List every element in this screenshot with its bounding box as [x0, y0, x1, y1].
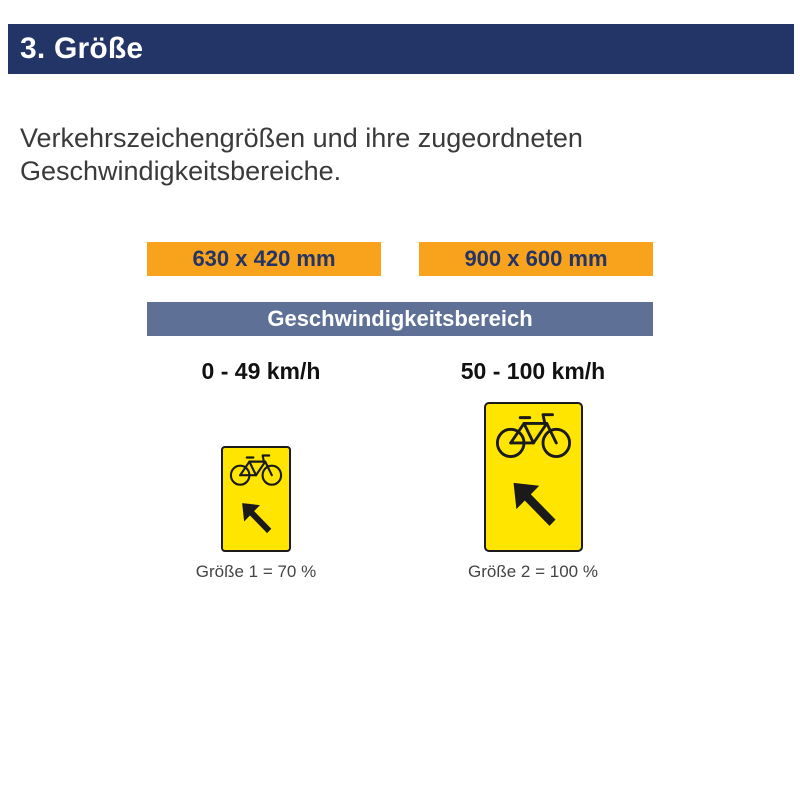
bicycle-icon — [497, 415, 569, 457]
size-label-1: 630 x 420 mm — [147, 242, 381, 276]
bicycle-icon — [231, 455, 281, 484]
intro-text — [20, 122, 760, 188]
speed-range-2: 50 - 100 km/h — [460, 358, 606, 384]
arrow-up-left-icon — [242, 503, 269, 531]
speed-range-header: Geschwindigkeitsbereich — [147, 302, 653, 336]
sign-size-1 — [221, 446, 291, 552]
sign-size-2 — [484, 402, 583, 552]
speed-range-1: 0 - 49 km/h — [201, 358, 321, 384]
intro-line-1: Verkehrszeichengrößen und ihre zugeordneten — [20, 123, 583, 153]
section-title: 3. Größe — [20, 32, 144, 65]
size-label-2: 900 x 600 mm — [419, 242, 653, 276]
arrow-up-left-icon — [514, 483, 553, 523]
intro-line-2: Geschwindigkeitsbereiche. — [20, 156, 342, 186]
sign-caption-1: Größe 1 = 70 % — [195, 562, 317, 581]
section-header — [8, 24, 794, 74]
sign-caption-2: Größe 2 = 100 % — [468, 562, 598, 581]
